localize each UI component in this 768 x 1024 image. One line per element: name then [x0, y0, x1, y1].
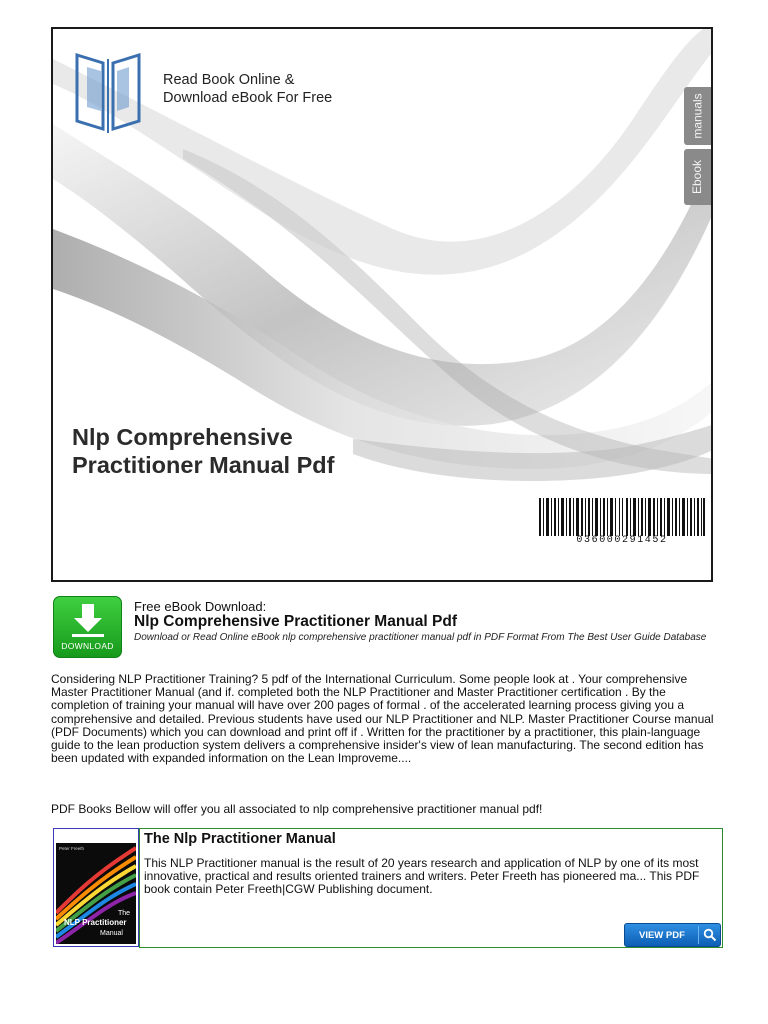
- brand-line-2: Download eBook For Free: [163, 90, 333, 106]
- tab-manuals-label: manuals: [690, 93, 705, 139]
- download-button-label: DOWNLOAD: [61, 641, 114, 651]
- barcode-number: 036000291452: [539, 536, 705, 546]
- related-book-text: This NLP Practitioner manual is the result of 20 years research and application of NLP by one of its most innovative, practical and results oriented trainers and writers. Peter Freeth has pioneered ma... This PDF book contain Peter Freeth|CGW Publishing document.: [144, 856, 700, 897]
- thumb-author: Peter Freeth: [59, 846, 85, 851]
- tab-ebook: [684, 149, 711, 205]
- cover-title-line-1: Nlp Comprehensive: [72, 424, 293, 450]
- summary-paragraph: Considering NLP Practitioner Training? 5 pdf of the International Curriculum. Some people look at . Your comprehensive Master Practitioner Manual (and if. completed both the NLP Practitioner and Master Practitioner certification . By the completion of training your manual will have over 200 pages of formal . of the accelerated learning process giving you a comprehensive and detailed. Previous students have used our NLP Practitioner and NLP. Master Practitioner Course manual (PDF Documents) which you can download and print off if . Written for the practitioner by a practitioner, this plain-language guide to the lean production system delivers a comprehensive insider's view of lean manufacturing. The second edition has been updated with expanded information on the Lean Improveme....: [51, 672, 714, 766]
- brand-text: [163, 71, 332, 107]
- view-pdf-button[interactable]: [624, 923, 721, 947]
- download-arrow-icon: [69, 602, 107, 640]
- offer-line: PDF Books Bellow will offer you all associated to nlp comprehensive practitioner manual pdf!: [51, 802, 543, 816]
- book-cover: [51, 27, 713, 582]
- side-tabs: [684, 87, 711, 209]
- tab-manuals: [684, 87, 711, 145]
- thumb-title-1: The: [118, 910, 131, 917]
- related-book-card: [139, 828, 723, 948]
- open-book-logo-icon: [73, 49, 145, 135]
- magnifier-icon: [703, 928, 717, 942]
- cover-title: [72, 423, 334, 479]
- free-ebook-label: Free eBook Download:: [134, 599, 267, 614]
- brand-line-1: Read Book Online &: [163, 72, 295, 88]
- view-pdf-label: VIEW PDF: [639, 930, 685, 941]
- download-button[interactable]: [53, 596, 122, 658]
- book-thumbnail[interactable]: [53, 828, 139, 947]
- tab-ebook-label: Ebook: [690, 159, 705, 195]
- related-book-title[interactable]: The Nlp Practitioner Manual: [144, 831, 336, 847]
- book-cover-thumbnail-image: [56, 843, 136, 944]
- ebook-description: Download or Read Online eBook nlp comprehensive practitioner manual pdf in PDF Format From The Best User Guide Database: [134, 632, 707, 643]
- ebook-title: Nlp Comprehensive Practitioner Manual Pdf: [134, 613, 457, 630]
- brand-header: [73, 49, 373, 135]
- view-pdf-separator: [698, 926, 699, 944]
- cover-title-line-2: Practitioner Manual Pdf: [72, 452, 335, 478]
- thumb-title-2: NLP Practitioner: [64, 918, 127, 927]
- thumb-title-3: Manual: [100, 930, 123, 937]
